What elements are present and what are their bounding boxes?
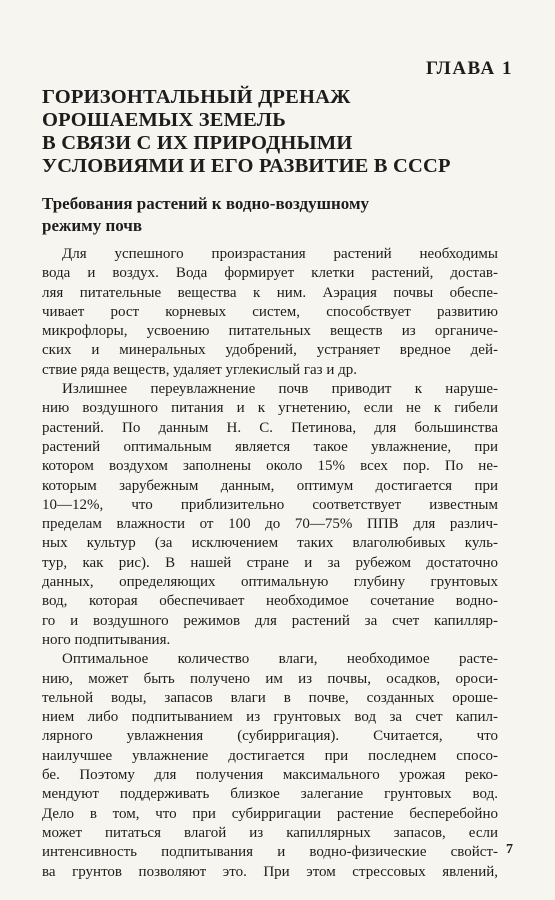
- text-line: нием либо подпитыванием из грунтовых вод за счет капил-: [42, 709, 498, 726]
- chapter-label: ГЛАВА 1: [425, 58, 513, 79]
- text-line: может питаться влагой из капиллярных запасов, если: [42, 824, 498, 841]
- text-line: ствие ряда веществ, удаляет углекислый газ и др.: [42, 361, 358, 378]
- chapter-title-line: УСЛОВИЯМИ И ЕГО РАЗВИТИЕ В СССР: [42, 155, 451, 177]
- paragraph-2: [42, 380, 498, 650]
- text-line: вод, которая обеспечивает необходимое сочетание водно-: [42, 593, 498, 610]
- text-line: мендуют поддерживать близкое залегание грунтовых вод.: [42, 786, 498, 803]
- text-line: го и воздушного режимов для растений за счет капилляр-: [42, 612, 498, 629]
- section-title-line: режиму почв: [42, 216, 143, 235]
- text-line: Для успешного произрастания растений необходимы: [62, 246, 498, 262]
- chapter-title-line: В СВЯЗИ С ИХ ПРИРОДНЫМИ: [42, 132, 353, 154]
- text-line: чивает рост корневых систем, способствует развитию: [42, 303, 498, 320]
- text-line: ных культур (за исключением таких влаголюбивых куль-: [42, 535, 498, 552]
- chapter-title-line: ОРОШАЕМЫХ ЗЕМЕЛЬ: [42, 109, 286, 131]
- text-line: 10—12%, что приблизительно соответствует известным: [42, 496, 498, 513]
- chapter-title-line: ГОРИЗОНТАЛЬНЫЙ ДРЕНАЖ: [42, 86, 351, 108]
- section-title: [42, 193, 522, 237]
- page-number: 7: [506, 842, 513, 857]
- text-line: наилучшее увлажнение достигается при последнем спосо-: [42, 747, 498, 764]
- text-line: микрофлоры, усвоению питательных веществ из органиче-: [42, 323, 498, 340]
- text-line: нию, может быть получено им из почвы, осадков, ороси-: [42, 670, 498, 687]
- text-line: вода и воздух. Вода формирует клетки растений, достав-: [42, 265, 498, 282]
- text-line: Излишнее переувлажнение почв приводит к наруше-: [62, 381, 498, 398]
- chapter-title: [42, 86, 522, 178]
- text-line: Оптимальное количество влаги, необходимое расте-: [62, 651, 498, 668]
- text-line: тур, как рис). В нашей стране и за рубежом достаточно: [42, 554, 498, 571]
- paragraph-3: [42, 650, 498, 882]
- text-line: ного подпитывания.: [42, 631, 171, 648]
- text-line: пределам влажности от 100 до 70—75% ППВ для различ-: [42, 516, 498, 533]
- text-line: ляя питательные вещества к ним. Аэрация почвы обеспе-: [42, 284, 498, 301]
- text-line: ских и минеральных удобрений, устраняет вредное дей-: [42, 342, 498, 359]
- text-line: лярного увлажнения (субирригация). Считается, что: [42, 728, 498, 745]
- text-line: Дело в том, что при субирригации растение бесперебойно: [42, 805, 498, 822]
- section-title-line: Требования растений к водно-воздушному: [42, 194, 370, 213]
- text-line: растений. По данным Н. С. Петинова, для большинства: [42, 419, 498, 436]
- text-line: котором воздухом заполнены около 15% всех пор. По не-: [42, 458, 498, 475]
- text-line: растений оптимальным является такое увлажнение, при: [42, 438, 498, 455]
- text-line: нию воздушного питания и к угнетению, если не к гибели: [42, 400, 498, 417]
- text-line: данных, определяющих оптимальную глубину грунтовых: [42, 574, 498, 591]
- text-line: ва грунтов позволяют это. При этом стрессовых явлений,: [42, 863, 498, 880]
- text-line: которым зарубежным данным, оптимум достигается при: [42, 477, 498, 494]
- text-line: бе. Поэтому для получения максимального урожая реко-: [42, 767, 498, 784]
- paragraph-1: [42, 245, 498, 380]
- text-line: интенсивность подпитывания и водно-физические свойст-: [42, 844, 498, 861]
- text-line: тельной воды, запасов влаги в почве, созданных ороше-: [42, 689, 498, 706]
- body-text: [42, 245, 498, 882]
